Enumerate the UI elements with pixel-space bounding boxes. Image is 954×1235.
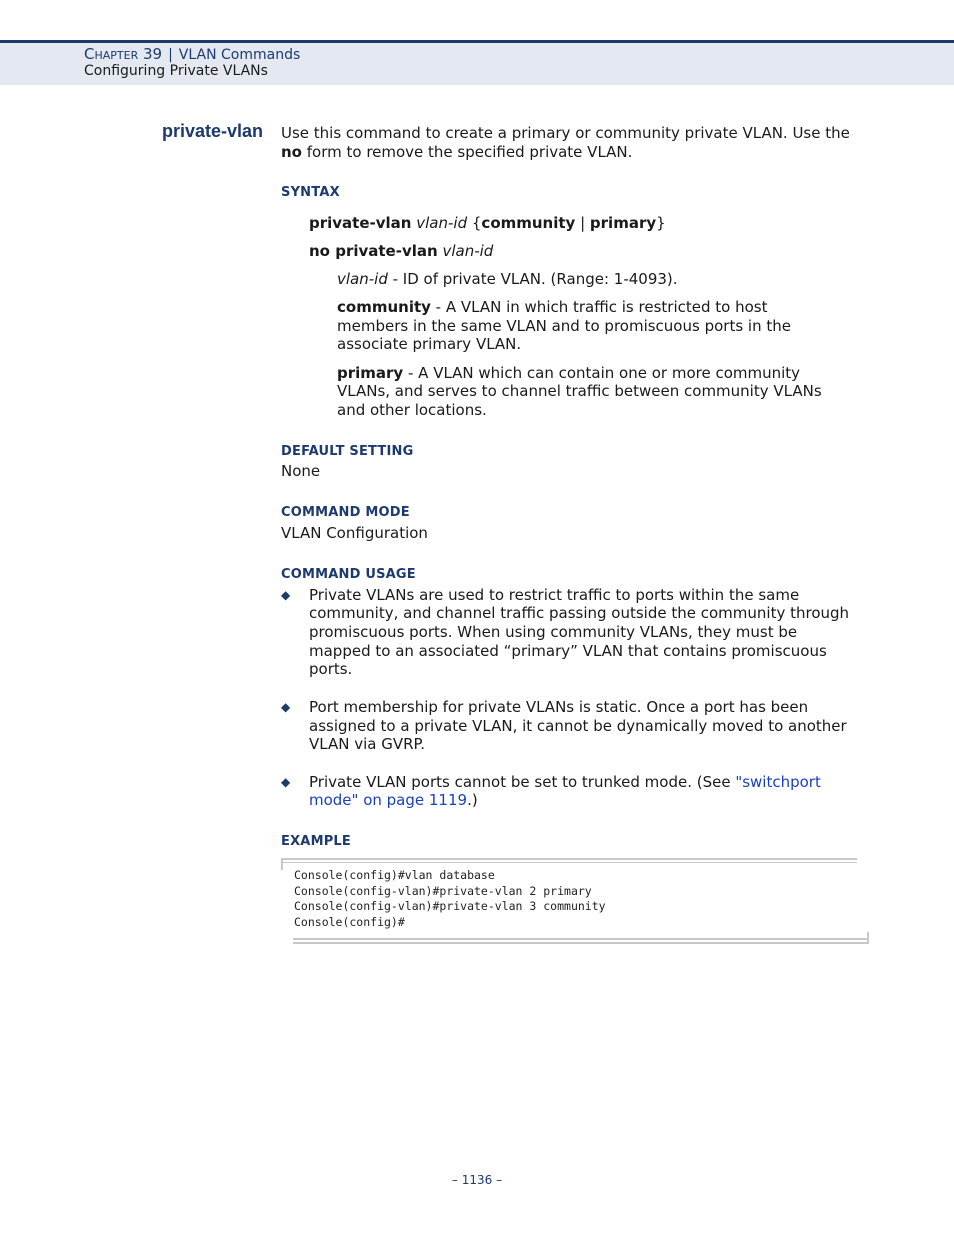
- syntax-heading: SYNTAX: [281, 185, 340, 200]
- usage-3-line1: [309, 773, 821, 792]
- section-title: Configuring Private VLANs: [84, 63, 268, 79]
- param-vlan-id: [337, 270, 678, 289]
- chapter-header: [84, 45, 300, 63]
- syntax-pipe: |: [575, 214, 590, 232]
- param-community: [337, 298, 767, 317]
- page-number: – 1136 –: [451, 1173, 503, 1187]
- bullet-diamond-icon: ◆: [281, 700, 291, 714]
- code-frame-right: [867, 932, 869, 944]
- code-frame-bottom-inner: [293, 938, 869, 940]
- code-example-box: [281, 858, 869, 944]
- syntax-no-command: no private-vlan: [309, 242, 438, 260]
- no-keyword: no: [281, 143, 302, 161]
- param-desc: - A VLAN in which traffic is restricted to host: [430, 298, 768, 316]
- code-frame-bottom: [293, 942, 869, 944]
- code-frame-top: [281, 858, 857, 860]
- usage-2-line1: Port membership for private VLANs is static. Once a port has been: [309, 698, 809, 716]
- usage-3-text: Private VLAN ports cannot be set to trunked mode. (See: [309, 773, 736, 791]
- param-primary-line2: VLANs, and serves to channel traffic between community VLANs: [337, 382, 822, 400]
- command-name: private-vlan: [162, 121, 264, 141]
- description-rest: form to remove the specified private VLAN.: [301, 143, 633, 161]
- command-mode-heading: COMMAND MODE: [281, 505, 410, 520]
- code-frame-top-inner: [281, 862, 857, 863]
- syntax-no-arg: vlan-id: [442, 242, 494, 260]
- default-setting-heading: DEFAULT SETTING: [281, 444, 414, 459]
- usage-1-line1: Private VLANs are used to restrict traffic to ports within the same: [309, 586, 800, 604]
- syntax-command: private-vlan: [309, 214, 412, 232]
- default-setting-value: None: [281, 462, 321, 480]
- brace-close: }: [656, 214, 666, 232]
- syntax-line-2: [309, 242, 493, 261]
- param-term: vlan-id: [337, 270, 388, 288]
- usage-2-line2: assigned to a private VLAN, it cannot be dynamically moved to another: [309, 717, 847, 735]
- switchport-mode-link[interactable]: "switchport: [735, 773, 821, 791]
- code-frame-left: [281, 858, 283, 870]
- bullet-diamond-icon: ◆: [281, 588, 291, 602]
- usage-1-line2: community, and channel traffic passing outside the community through: [309, 604, 850, 622]
- syntax-arg: vlan-id: [416, 214, 468, 232]
- param-desc: - A VLAN which can contain one or more community: [403, 364, 801, 382]
- switchport-mode-link-cont[interactable]: mode" on page 1119: [309, 791, 468, 809]
- usage-2-line3: VLAN via GVRP.: [309, 735, 426, 753]
- usage-1-line3: promiscuous ports. When using community VLANs, they must be: [309, 623, 798, 641]
- param-community-line2: members in the same VLAN and to promiscuous ports in the: [337, 317, 791, 335]
- param-term: community: [337, 298, 431, 316]
- example-heading: EXAMPLE: [281, 834, 351, 849]
- param-desc: - ID of private VLAN. (Range: 1-4093).: [387, 270, 678, 288]
- chapter-title: VLAN Commands: [178, 47, 301, 63]
- usage-1-line4: mapped to an associated “primary” VLAN that contains promiscuous: [309, 642, 827, 660]
- syntax-opt-primary: primary: [589, 214, 657, 232]
- command-usage-heading: COMMAND USAGE: [281, 567, 416, 582]
- command-description-line1: Use this command to create a primary or community private VLAN. Use the: [281, 124, 850, 142]
- param-community-line3: associate primary VLAN.: [337, 335, 522, 353]
- param-primary-line3: and other locations.: [337, 401, 487, 419]
- chapter-label: Chapter 39: [84, 45, 163, 63]
- param-term: primary: [337, 364, 404, 382]
- usage-3-close: .): [467, 791, 478, 809]
- code-example: Console(config)#vlan database Console(config-vlan)#private-vlan 2 primary Console(config-vlan)#private-vlan 3 community Console(config)#: [294, 868, 606, 929]
- brace-open: {: [467, 214, 482, 232]
- command-description-line2: [281, 143, 632, 162]
- usage-3-line2: [309, 791, 478, 810]
- header-separator: |: [168, 47, 173, 63]
- param-primary: [337, 364, 800, 383]
- command-mode-value: VLAN Configuration: [281, 524, 428, 542]
- usage-1-line5: ports.: [309, 660, 353, 678]
- bullet-diamond-icon: ◆: [281, 775, 291, 789]
- syntax-opt-community: community: [481, 214, 576, 232]
- syntax-line-1: [309, 214, 666, 233]
